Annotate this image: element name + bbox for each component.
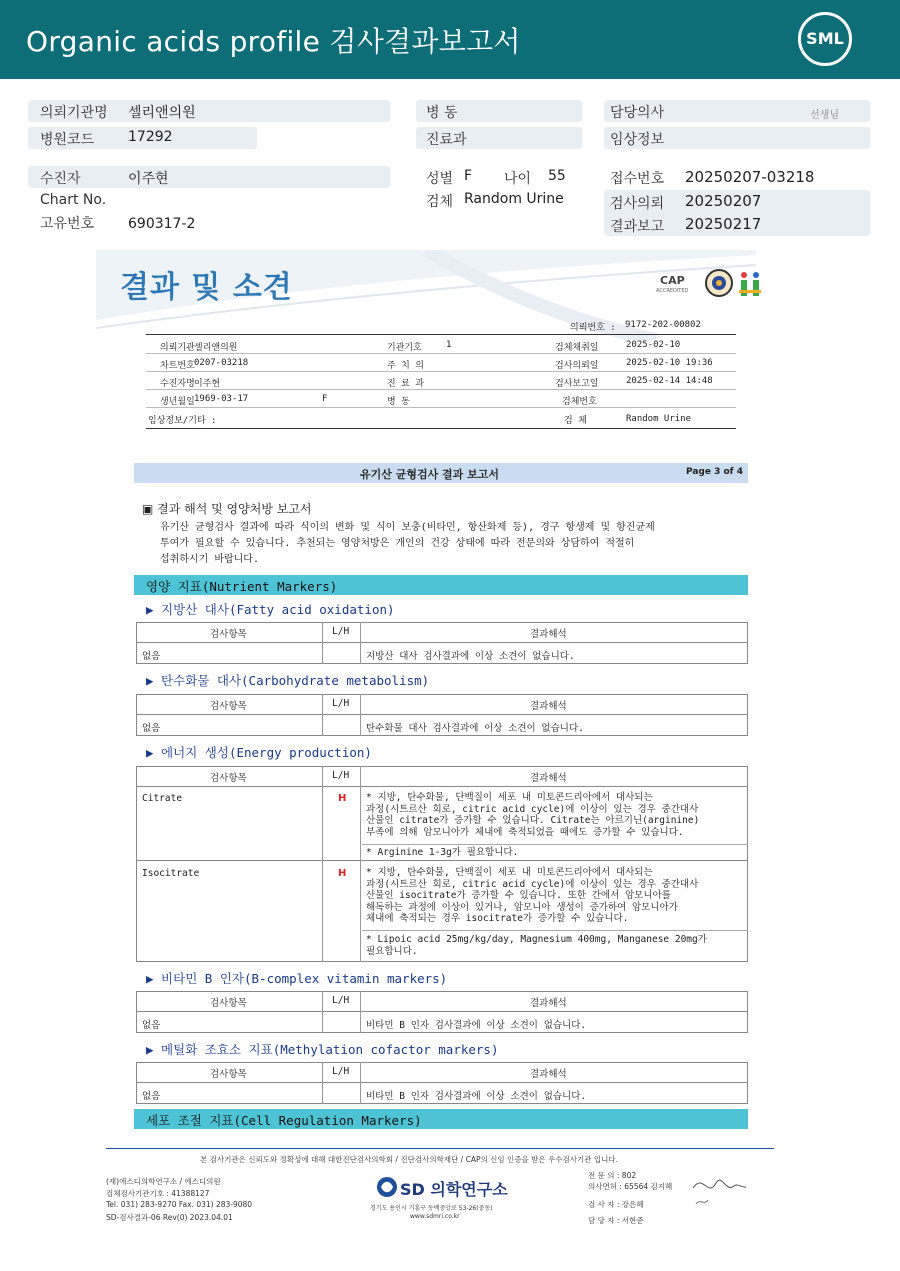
- meth-none: 없음: [142, 1091, 161, 1102]
- footer-left-4: SD-검사결과-06 Rev(0) 2023.04.01: [106, 1213, 233, 1222]
- citrate-name: Citrate: [142, 793, 183, 804]
- grid-r2c6: 2025-02-10 19:36: [626, 358, 713, 368]
- col-item: 검사항목: [210, 773, 247, 784]
- col-lh: L/H: [332, 1066, 350, 1077]
- page-number: Page 3 of 4: [686, 467, 743, 477]
- request-no-label: 의뢰번호 :: [570, 323, 616, 333]
- table-line: [136, 786, 748, 787]
- section-energy: ▶ 에너지 생성(Energy production): [146, 745, 372, 760]
- grid-r4c5: 검체번호: [562, 397, 597, 407]
- grid-row-line: [146, 371, 736, 372]
- grid-r2c2: 0207-03218: [194, 358, 249, 368]
- grid-row-line: [146, 353, 736, 354]
- grid-r3c5: 검사보고일: [555, 379, 599, 389]
- citrate-flag: H: [338, 793, 347, 804]
- grid-row-line: [146, 389, 736, 390]
- header-bar: [0, 0, 900, 79]
- table-line: [362, 844, 748, 845]
- grid-r4c2: 1969-03-17: [194, 394, 249, 404]
- section-fatty-acid: ▶ 지방산 대사(Fatty acid oxidation): [146, 602, 395, 617]
- col-item: 검사항목: [210, 629, 247, 640]
- grid-bottom-line: [146, 428, 736, 429]
- table-vline: [322, 991, 323, 1033]
- table-vline: [322, 1062, 323, 1104]
- citrate-rx: * Arginine 1-3g가 필요합니다.: [366, 847, 519, 858]
- table-vline: [322, 766, 323, 962]
- carb-result: 탄수화물 대사 검사결과에 이상 소견이 없습니다.: [366, 723, 584, 734]
- table-line: [136, 860, 748, 861]
- doctor-suffix: 선생님: [810, 110, 839, 121]
- result-value: 20250217: [685, 215, 762, 233]
- footer-left-3: Tel. 031) 283-9270 Fax. 031) 283-9080: [106, 1200, 253, 1209]
- sex-value: F: [464, 168, 473, 184]
- cell-band-label: 세포 조절 지표(Cell Regulation Markers): [146, 1113, 422, 1128]
- table-line: [136, 714, 748, 715]
- grid-r3c3: 진 료 과: [387, 379, 424, 389]
- col-interp: 결과해석: [530, 629, 567, 640]
- receipt-value: 20250207-03218: [685, 168, 815, 186]
- code-label: 병원코드: [40, 132, 95, 148]
- grid-r1c4: 1: [446, 340, 452, 350]
- request-value: 20250207: [685, 192, 762, 210]
- patient-bar: [28, 166, 390, 188]
- col-interp: 결과해석: [530, 701, 567, 712]
- org-label: 의뢰기관명: [40, 105, 108, 121]
- id-value: 690317-2: [128, 216, 196, 232]
- carb-none: 없음: [142, 723, 161, 734]
- isocitrate-text: * 지방, 탄수화물, 단백질이 세포 내 미토콘드리아에서 대사되는 과정(시트르산 회로, citric acid cycle)에 이상이 있는 경우 중간대사 산물인 isocitrate가 증가할 수 있습니다. 또한 간에서 암모니아를 해독하는 과정에 이상이 있거나, 암모니아 생성이 증가하여 암모니아가 체내에 축적되는 경우 isocitrate가 증가할 수 있습니다.: [366, 867, 699, 925]
- grid-r5-clinical: 임상정보/기타 :: [148, 416, 217, 426]
- isocitrate-flag: H: [338, 868, 347, 879]
- nutrient-band-label: 영양 지표(Nutrient Markers): [146, 579, 338, 594]
- grid-r2c3: 주 치 의: [387, 361, 424, 371]
- grid-r2c1: 차트번호: [160, 361, 195, 371]
- col-item: 검사항목: [210, 998, 247, 1009]
- table-vline: [360, 1062, 361, 1104]
- isocitrate-name: Isocitrate: [142, 868, 200, 879]
- table-vline: [360, 991, 361, 1033]
- patient-label: 수진자: [40, 171, 81, 187]
- clinical-label: 임상정보: [610, 132, 665, 148]
- table-vline: [360, 766, 361, 962]
- id-label: 고유번호: [40, 216, 95, 232]
- bvit-result: 비타민 B 인자 검사결과에 이상 소견이 없습니다.: [366, 1020, 587, 1031]
- section-carbohydrate: ▶ 탄수화물 대사(Carbohydrate metabolism): [146, 673, 430, 688]
- request-label: 검사의뢰: [610, 196, 665, 212]
- footer-sign-1: 전 문 의 : 802: [588, 1171, 637, 1180]
- patient-value: 이주현: [128, 171, 169, 187]
- footer-brand: SD 의학연구소: [400, 1180, 508, 1199]
- grid-r1c5: 검체채취일: [555, 343, 599, 353]
- cap-badge: CAP ACCREDITED: [656, 274, 689, 294]
- isocitrate-rx: * Lipoic acid 25mg/kg/day, Magnesium 400mg, Manganese 20mg가 필요합니다.: [366, 934, 707, 957]
- col-interp: 결과해석: [530, 998, 567, 1009]
- grid-top-line: [146, 334, 736, 335]
- grid-r1c1: 의뢰기관: [160, 343, 195, 353]
- footer-web: www.sdmri.co.kr: [410, 1213, 460, 1220]
- footer-sign-2: 의사면허 : 65564 김지혜: [588, 1182, 673, 1191]
- footer-rule: [106, 1148, 774, 1149]
- ward-label: 병 동: [426, 105, 458, 121]
- age-value: 55: [548, 168, 566, 184]
- fatty-result: 지방산 대사 검사결과에 이상 소견이 없습니다.: [366, 651, 575, 662]
- age-label: 나이: [504, 171, 532, 187]
- org-value: 셀리앤의원: [128, 105, 196, 121]
- footer-sign-3: 검 사 자 : 장은혜: [588, 1200, 644, 1209]
- grid-r1c2: 셀리앤의원: [194, 343, 238, 353]
- footer-left-2: 검체검사기관기호 : 41388127: [106, 1189, 210, 1198]
- interp-text: 유기산 균형검사 결과에 따라 식이의 변화 및 식이 보충(비타민, 항산화제 등), 경구 항생제 및 항진균제 투여가 필요할 수 있습니다. 추천되는 영양처방은 개인의 건강 상태에 따라 전문의와 상담하여 적절히 섭취하시기 바랍니다.: [160, 522, 655, 565]
- grid-r1c6: 2025-02-10: [626, 340, 681, 350]
- report-title: 결과 및 소견: [120, 270, 293, 305]
- bvit-none: 없음: [142, 1020, 161, 1031]
- sml-logo: SML: [798, 12, 852, 66]
- col-lh: L/H: [332, 770, 350, 781]
- table-vline: [360, 694, 361, 736]
- receipt-label: 접수번호: [610, 171, 665, 187]
- request-no: 9172-202-00802: [625, 320, 701, 330]
- kslm-seal-icon: [704, 268, 734, 298]
- col-lh: L/H: [332, 995, 350, 1006]
- signature-image: [688, 1168, 748, 1208]
- table-vline: [360, 622, 361, 664]
- table-line: [136, 1011, 748, 1012]
- col-item: 검사항목: [210, 1069, 247, 1080]
- table-vline: [322, 694, 323, 736]
- sd-logo-icon: [376, 1176, 398, 1198]
- section-methylation: ▶ 메틸화 조효소 지표(Methylation cofactor markers): [146, 1042, 499, 1057]
- footer-address: 경기도 용인시 기흥구 동백중앙로 53-26(중동): [370, 1205, 493, 1212]
- fatty-none: 없음: [142, 651, 161, 662]
- col-lh: L/H: [332, 698, 350, 709]
- grid-r4c3: 병 동: [387, 397, 410, 407]
- doctor-label: 담당의사: [610, 105, 665, 121]
- code-value: 17292: [128, 129, 173, 145]
- result-label: 결과보고: [610, 219, 665, 235]
- section-b-vitamin: ▶ 비타민 B 인자(B-complex vitamin markers): [146, 971, 448, 986]
- footer-left-1: (재)에스디의학연구소 / 에스디의원: [106, 1177, 221, 1186]
- grid-r3c2: 이주현: [194, 379, 221, 389]
- col-item: 검사항목: [210, 701, 247, 712]
- grid-r2c5: 검사의뢰일: [555, 361, 599, 371]
- dept-label: 진료과: [426, 132, 467, 148]
- col-interp: 결과해석: [530, 1069, 567, 1080]
- col-interp: 결과해석: [530, 773, 567, 784]
- table-line: [136, 1082, 748, 1083]
- meth-result: 비타민 B 인자 검사결과에 이상 소견이 없습니다.: [366, 1091, 587, 1102]
- specimen-label: 검체: [426, 194, 454, 210]
- grid-r5-specimen-label: 검 체: [564, 416, 587, 426]
- people-logo-icon: [738, 270, 764, 298]
- grid-r5-specimen: Random Urine: [626, 414, 692, 424]
- grid-row-line: [146, 407, 736, 408]
- interp-heading: ▣ 결과 해석 및 영양처방 보고서: [142, 502, 312, 516]
- page-title: Organic acids profile 검사결과보고서: [26, 25, 521, 58]
- grid-r4c1: 생년월일: [160, 397, 195, 407]
- banner-title: 유기산 균형검사 결과 보고서: [360, 468, 499, 481]
- table-vline: [322, 622, 323, 664]
- footer-sign-4: 담 당 자 : 서현준: [588, 1216, 644, 1225]
- col-lh: L/H: [332, 626, 350, 637]
- grid-r3c6: 2025-02-14 14:48: [626, 376, 713, 386]
- table-line: [136, 642, 748, 643]
- chart-label: Chart No.: [40, 192, 107, 208]
- grid-r4-sex: F: [322, 394, 328, 404]
- footer-cert-line: 본 검사기관은 신뢰도와 정확성에 대해 대한진단검사의학회 / 진단검사의학재단 / CAP의 신임 인증을 받은 우수검사기관 입니다.: [200, 1155, 618, 1164]
- citrate-text: * 지방, 탄수화물, 단백질이 세포 내 미토콘드리아에서 대사되는 과정(시트르산 회로, citric acid cycle)에 이상이 있는 경우 중간대사 산물인 citrate가 증가할 수 있습니다. Citrate는 아르기닌(arginine) 부족에 의해 암모니아가 체내에 축적되었을 때에도 증가할 수 있습니다.: [366, 792, 700, 838]
- table-line: [362, 930, 748, 931]
- sex-label: 성별: [426, 171, 454, 187]
- grid-r1c3: 기관기호: [387, 343, 422, 353]
- grid-r3c1: 수진자명: [160, 379, 195, 389]
- specimen-value: Random Urine: [464, 191, 564, 207]
